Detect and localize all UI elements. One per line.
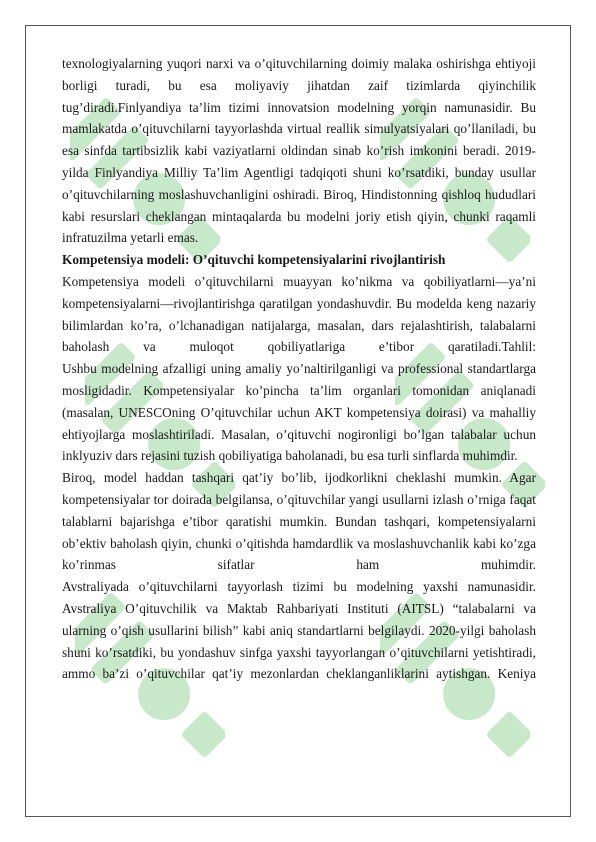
text-line: baholash va muloqot qobiliyatlariga e’tibor qaratiladi.Tahlil: [62, 339, 536, 355]
section-heading: Kompetensiya modeli: O’qituvchi kompetensiyalarini rivojlantirish [62, 252, 446, 268]
text-line: ularning o’qish usullarini bilish” kabi aniq standartlarni belgilaydi. 2020-yilgi baholash [62, 622, 536, 638]
text-line: (masalan, UNESCOning O’qituvchilar uchun AKT kompetensiya doirasi) va mahalliy [62, 404, 536, 420]
text-line: mosligidadir. Kompetensiyalar ko’pincha ta’lim organlari tomonidan aniqlanadi [62, 382, 536, 398]
text-line: talablarni bajarishga e’tibor qaratishi mumkin. Bundan tashqari, kompetensiyalarni [62, 513, 536, 529]
text-line: texnologiyalarning yuqori narxi va o’qituvchilarning doimiy malaka oshirishga ehtiyoji [62, 56, 536, 71]
text-line: bilimlardan ko’ra, o’lchanadigan natijalarga, masalan, dars rejalashtirish, talabalarni [62, 317, 536, 333]
text-line: kompetensiyalar tor doirada belgilansa, o’qituvchilar yangi usullarni izlash o’rniga faqat [62, 491, 536, 507]
text-line: shuni ko’rsatdiki, bu yondashuv sinfga yaxshi tayyorlangan o’qituvchilarni yetishtiradi, [62, 644, 536, 660]
text-line: Avstraliyada o’qituvchilarni tayyorlash tizimi bu modelning yaxshi namunasidir. [62, 579, 536, 595]
document-body [62, 53, 536, 685]
text-line: kabi resurslari cheklangan mintaqalarda bu modelni joriy etish qiyin, chunki raqamli [62, 208, 536, 224]
text-line: infratuzilma yetarli emas. [62, 230, 199, 246]
text-line: ammo ba’zi o’qituvchilar qat’iy mezonlardan cheklanganliklarini aytishgan. Keniya [62, 666, 536, 682]
text-line: ehtiyojlarga moslashtiriladi. Masalan, o’qituvchi nogironligi bo’lgan talabalar uchun [62, 426, 536, 442]
text-line: ob’ektiv baholash qiyin, chunki o’qitishda hamdardlik va moslashuvchanlik kabi ko’zga [62, 535, 536, 551]
text-line: Avstraliya O’qituvchilik va Maktab Rahbariyati Instituti (AITSL) “talabalarni va [62, 600, 536, 616]
text-line: esa sinfda tartibsizlik kabi vaziyatlarni oldindan sinab ko’rish imkonini beradi. 2019- [62, 143, 536, 159]
text-line: ko’rinmas sifatlar ham muhimdir. [62, 557, 536, 573]
text-line: kompetensiyalarni—rivojlantirishga qaratilgan yondashuvdir. Bu modelda keng nazariy [62, 295, 536, 311]
text-line: mamlakatda o’qituvchilarni tayyorlashda virtual reallik simulyatsiyalari qo’llaniladi, bu [62, 121, 536, 137]
text-line: Ushbu modelning afzalligi uning amaliy yo’naltirilganligi va professional standartlarga [62, 361, 536, 377]
text-line: Biroq, model haddan tashqari qat’iy bo’lib, ijodkorlikni cheklashi mumkin. Agar [62, 470, 536, 486]
text-line: tug’diradi.Finlyandiya ta’lim tizimi innovatsion modelning yorqin namunasidir. Bu [62, 99, 536, 115]
text-line: o’qituvchilarning moslashuvchanligini oshiradi. Biroq, Hindistonning qishloq hududlari [62, 186, 536, 202]
text-line: borligi turadi, bu esa moliyaviy jihatdan zaif tizimlarda qiyinchilik [62, 77, 536, 93]
text-line: inklyuziv dars rejasini tuzish qobiliyatiga baholanadi, bu esa turli sinflarda muhimdir. [62, 448, 518, 464]
text-line: Kompetensiya modeli o’qituvchilarni muayyan ko’nikma va qobiliyatlarni—ya’ni [62, 273, 536, 289]
text-line: yilda Finlyandiya Milliy Ta’lim Agentligi tadqiqoti shuni ko’rsatdiki, bunday usullar [62, 164, 536, 180]
